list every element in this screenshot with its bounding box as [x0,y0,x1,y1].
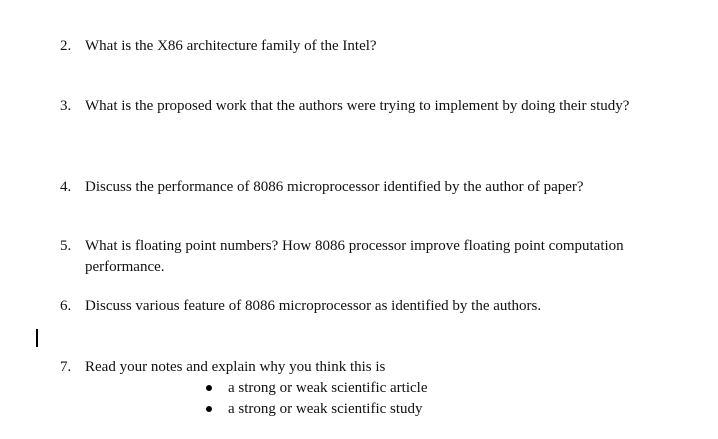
bullet-item [206,378,428,399]
question-number: 3. [60,98,72,114]
question-text: What is floating point numbers? How 8086 processor improve floating point computation performance. [85,238,624,275]
question-6 [60,296,700,317]
question-3 [60,96,635,117]
question-text: What is the proposed work that the authors were trying to implement by doing their study? [85,98,630,114]
question-text: Discuss various feature of 8086 microprocessor as identified by the authors. [85,298,542,314]
question-7 [60,357,700,378]
question-text: What is the X86 architecture family of the Intel? [85,38,377,54]
question-number: 2. [60,38,72,54]
question-5 [60,236,670,278]
bullet-icon [206,406,212,412]
text-cursor [36,329,38,347]
bullet-icon [206,385,212,391]
question-number: 7. [60,359,72,375]
question-number: 6. [60,298,72,314]
question-4 [60,177,700,198]
bullet-item [206,399,428,420]
bullet-text: a strong or weak scientific study [228,401,423,417]
question-text: Discuss the performance of 8086 microprocessor identified by the author of paper? [85,179,584,195]
bullet-list [206,378,428,420]
question-number: 5. [60,238,72,254]
question-text: Read your notes and explain why you think this is [85,359,386,375]
question-number: 4. [60,179,72,195]
bullet-text: a strong or weak scientific article [228,380,428,396]
question-2 [60,36,700,57]
